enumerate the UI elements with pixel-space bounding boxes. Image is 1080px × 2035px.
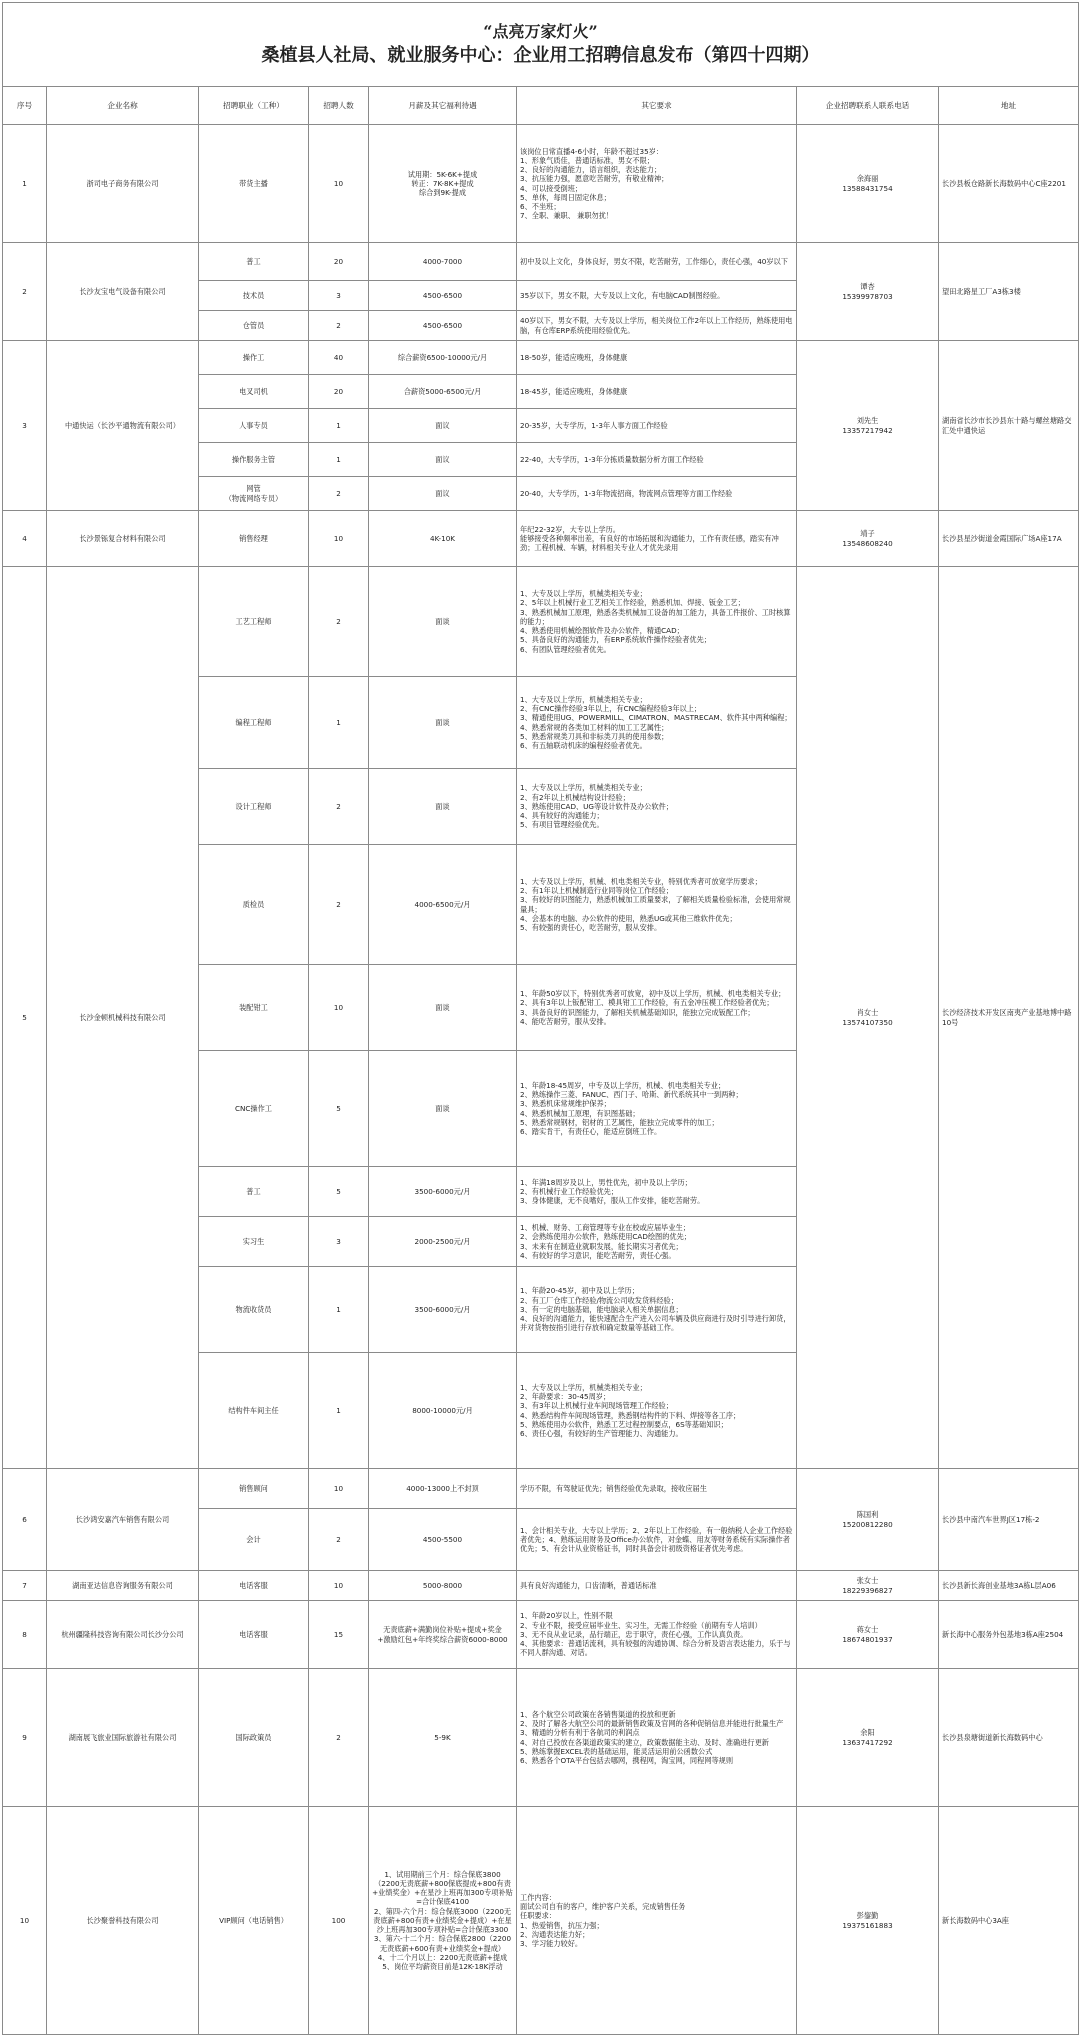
- headcount-cell: 2: [309, 311, 369, 341]
- address-cell: 长沙县新长海创业基地3A栋L层A06: [939, 1571, 1079, 1601]
- salary-cell: 4000-7000: [369, 243, 517, 281]
- contact-cell: 靖子 13548608240: [797, 511, 939, 567]
- requirements-cell: 18-50岁，能适应晚班，身体健康: [517, 341, 797, 375]
- job-title-cell: 仓管员: [199, 311, 309, 341]
- salary-cell: 4500-6500: [369, 281, 517, 311]
- requirements-cell: 40岁以下，男女不限，大专及以上学历，相关岗位工作2年以上工作经历，熟练使用电脑，有仓库ERP系统使用经验优先。: [517, 311, 797, 341]
- job-row: [3, 1571, 1079, 1601]
- salary-cell: 5000-8000: [369, 1571, 517, 1601]
- requirements-cell: 1、年龄20岁以上，性别不限 2、专业不限，接受应届毕业生、实习生，无需工作经验（前期有专人培训） 3、无不良从业记录，品行端正，忠于职守，责任心强，工作认真负责。 4、其他要求：普通话流利，具有较强的沟通协调、综合分析及语言表达能力，乐于与不同人群沟通、对话。: [517, 1601, 797, 1669]
- job-title-cell: 设计工程师: [199, 769, 309, 845]
- salary-cell: 综合薪资6500-10000元/月: [369, 341, 517, 375]
- headcount-cell: 10: [309, 511, 369, 567]
- salary-cell: 4500-6500: [369, 311, 517, 341]
- header-row: [3, 87, 1079, 125]
- headcount-cell: 2: [309, 1509, 369, 1571]
- address-cell: 新长海数码中心3A座: [939, 1807, 1079, 2035]
- serial-number-cell: 4: [3, 511, 47, 567]
- requirements-cell: 35岁以下，男女不限，大专及以上文化，有电脑CAD制图经验。: [517, 281, 797, 311]
- job-title-cell: 操作服务主管: [199, 443, 309, 477]
- salary-cell: 3500-6000元/月: [369, 1267, 517, 1353]
- headcount-cell: 15: [309, 1601, 369, 1669]
- company-name-cell: 湖南亚达信息咨询服务有限公司: [47, 1571, 199, 1601]
- headcount-cell: 1: [309, 1267, 369, 1353]
- job-title-cell: 销售经理: [199, 511, 309, 567]
- headcount-cell: 1: [309, 1353, 369, 1469]
- requirements-cell: 该岗位日常直播4-6小时，年龄不超过35岁： 1、形象气质佳，普通话标准，男女不限； 2、良好的沟通能力，语言组织，表达能力； 3、抗压能力强，愿意吃苦耐劳，有敬业精神； 4、可以接受倒班； 5、单休，每周日固定休息； 6、不坐班； 7、全职、兼职、 兼职勿扰！: [517, 125, 797, 243]
- address-cell: 新长海中心服务外包基地3栋A座2504: [939, 1601, 1079, 1669]
- header-cell: 招聘人数: [309, 87, 369, 125]
- title-line-1: “点亮万家灯火”: [483, 21, 598, 41]
- requirements-cell: 1、年龄20-45岁，初中及以上学历； 2、有工厂仓库工作经验/物流公司收发货料经验； 3、有一定的电脑基础，能电脑录入相关单据信息； 4、良好的沟通能力，能快速配合生产进入公司车辆及供应商进行及时引导进行卸货，并对货物按指引进行存放和确定数量等基础工作。: [517, 1267, 797, 1353]
- requirements-cell: 1、大专及以上学历，机械类相关专业； 2、有2年以上机械结构设计经验； 3、熟练使用CAD、UG等设计软件及办公软件； 4、具有较好的沟通能力； 5、有项目管理经验优先。: [517, 769, 797, 845]
- job-title-cell: 销售顾问: [199, 1469, 309, 1509]
- headcount-cell: 3: [309, 1217, 369, 1267]
- header-cell: 招聘职业（工种）: [199, 87, 309, 125]
- contact-cell: 肖女士 13574107350: [797, 567, 939, 1469]
- address-cell: 长沙县星沙街道金霞国际广场A座17A: [939, 511, 1079, 567]
- job-title-cell: 人事专员: [199, 409, 309, 443]
- salary-cell: 面谈: [369, 567, 517, 677]
- requirements-cell: 22-40，大专学历，1-3年分拣质量数据分析方面工作经验: [517, 443, 797, 477]
- contact-cell: 余阳 13637417292: [797, 1669, 939, 1807]
- headcount-cell: 20: [309, 243, 369, 281]
- serial-number-cell: 9: [3, 1669, 47, 1807]
- requirements-cell: 初中及以上文化，身体良好，男女不限，吃苦耐劳，工作细心，责任心强，40岁以下: [517, 243, 797, 281]
- serial-number-cell: 5: [3, 567, 47, 1469]
- job-title-cell: 装配钳工: [199, 965, 309, 1051]
- header-cell: 序号: [3, 87, 47, 125]
- salary-cell: 面议: [369, 443, 517, 477]
- headcount-cell: 10: [309, 1571, 369, 1601]
- job-title-cell: VIP顾问（电话销售）: [199, 1807, 309, 2035]
- headcount-cell: 2: [309, 567, 369, 677]
- job-title-cell: 带货主播: [199, 125, 309, 243]
- requirements-cell: 1、年龄18-45周岁，中专及以上学历，机械、机电类相关专业； 2、熟练操作三菱、FANUC、西门子、哈斯、新代系统其中一到两种； 3、熟悉机床常规维护保养； 4、熟悉机械加工原理，有识图基础； 5、熟悉常规钢材，铝材的工艺属性，能独立完成零件的加工； 6、踏实肯干，有责任心，能适应倒班工作。: [517, 1051, 797, 1167]
- serial-number-cell: 1: [3, 125, 47, 243]
- requirements-cell: 1、大专及以上学历，机械、机电类相关专业，特别优秀者可放宽学历要求； 2、有1年以上机械制造行业同等岗位工作经验； 3、有较好的识图能力，熟悉机械加工质量要求，了解相关质量检验标准，会使用常规量具； 4、会基本的电脑、办公软件的使用，熟悉UG或其他三维软件优先； 5、有较强的责任心，吃苦耐劳，服从安排。: [517, 845, 797, 965]
- company-name-cell: 中通快运（长沙平通物流有限公司）: [47, 341, 199, 511]
- requirements-cell: 学历不限，有驾驶证优先；销售经验优先录取，接收应届生: [517, 1469, 797, 1509]
- headcount-cell: 2: [309, 1669, 369, 1807]
- company-name-cell: 浙司电子商务有限公司: [47, 125, 199, 243]
- address-cell: 长沙县板仓路新长海数码中心C座2201: [939, 125, 1079, 243]
- requirements-cell: 1、会计相关专业，大专以上学历；2、2年以上工作经验，有一般纳税人企业工作经验者优先；4、熟练运用财务及Office办公软件，对金蝶、用友等财务系统有实际操作者优先；5、有会计从业资格证书，同时具备会计初级资格证者优先考虑。: [517, 1509, 797, 1571]
- salary-cell: 5-9K: [369, 1669, 517, 1807]
- contact-cell: 张女士 18229396827: [797, 1571, 939, 1601]
- job-title-cell: 网管 （物流网络专员）: [199, 477, 309, 511]
- job-title-cell: 电话客服: [199, 1601, 309, 1669]
- serial-number-cell: 6: [3, 1469, 47, 1571]
- headcount-cell: 5: [309, 1167, 369, 1217]
- contact-cell: 蒋女士 18674801937: [797, 1601, 939, 1669]
- salary-cell: 4000-6500元/月: [369, 845, 517, 965]
- company-name-cell: 长沙景铄复合材料有限公司: [47, 511, 199, 567]
- headcount-cell: 2: [309, 845, 369, 965]
- job-row: [3, 511, 1079, 567]
- requirements-cell: 1、大专及以上学历，机械类相关专业； 2、5年以上机械行业工艺相关工作经验，熟悉机加、焊接、钣金工艺； 3、熟悉机械加工原理，熟悉各类机械加工设备的加工能力，具备工件报价、工时核算的能力； 4、熟悉使用机械绘图软件及办公软件，精通CAD； 5、具备良好的沟通能力，有ERP系统软件操作经验者优先； 6、有团队管理经验者优先。: [517, 567, 797, 677]
- company-name-cell: 长沙友宝电气设备有限公司: [47, 243, 199, 341]
- job-title-cell: 结构件车间主任: [199, 1353, 309, 1469]
- contact-cell: 彭鋆勤 19375161883: [797, 1807, 939, 2035]
- address-cell: 长沙县泉塘街道新长海数码中心: [939, 1669, 1079, 1807]
- salary-cell: 面谈: [369, 677, 517, 769]
- job-title-cell: 实习生: [199, 1217, 309, 1267]
- address-cell: 望田北路星工厂A3栋3楼: [939, 243, 1079, 341]
- headcount-cell: 3: [309, 281, 369, 311]
- job-title-cell: 普工: [199, 1167, 309, 1217]
- job-title-cell: 操作工: [199, 341, 309, 375]
- job-title-cell: 普工: [199, 243, 309, 281]
- salary-cell: 试用期：5K-6K+提成 转正：7K-8K+提成 综合到9K-提成: [369, 125, 517, 243]
- salary-cell: 合薪资5000-6500元/月: [369, 375, 517, 409]
- serial-number-cell: 7: [3, 1571, 47, 1601]
- salary-cell: 面议: [369, 409, 517, 443]
- requirements-cell: 工作内容： 面试公司自有的客户，维护客户关系，完成销售任务 任职要求： 1、热爱销售，抗压力强； 2、沟通表达能力好； 3、学习能力较好。: [517, 1807, 797, 2035]
- job-title-cell: 工艺工程师: [199, 567, 309, 677]
- headcount-cell: 1: [309, 443, 369, 477]
- header-cell: 地址: [939, 87, 1079, 125]
- recruitment-table: [2, 2, 1079, 2035]
- job-row: [3, 1669, 1079, 1807]
- address-cell: 湖南省长沙市长沙县东十路与螺丝塘路交汇处中通快运: [939, 341, 1079, 511]
- job-title-cell: 技术员: [199, 281, 309, 311]
- salary-cell: 面谈: [369, 769, 517, 845]
- serial-number-cell: 10: [3, 1807, 47, 2035]
- serial-number-cell: 2: [3, 243, 47, 341]
- company-name-cell: 长沙金顿机械科技有限公司: [47, 567, 199, 1469]
- company-name-cell: 杭州疆隆科技咨询有限公司长沙分公司: [47, 1601, 199, 1669]
- requirements-cell: 20-35岁，大专学历，1-3年人事方面工作经验: [517, 409, 797, 443]
- headcount-cell: 10: [309, 1469, 369, 1509]
- header-cell: 其它要求: [517, 87, 797, 125]
- company-name-cell: 长沙聚誉科技有限公司: [47, 1807, 199, 2035]
- headcount-cell: 1: [309, 409, 369, 443]
- contact-cell: 余海丽 13588431754: [797, 125, 939, 243]
- contact-cell: 刘先生 13357217942: [797, 341, 939, 511]
- salary-cell: 无责底薪+满勤岗位补贴+提成+奖金 +激励红包+年终奖综合薪资6000-8000: [369, 1601, 517, 1669]
- salary-cell: 4000-13000上不封顶: [369, 1469, 517, 1509]
- requirements-cell: 1、各个航空公司政策在各销售渠道的投放和更新 2、及时了解各大航空公司的最新销售政策及官网的各种促销信息并能进行批量生产 3、精通的分析有利于各航司的利润点 4、对自己投放在各渠道政策实的建立，政策数据能主动、及时、准确进行更新 5、熟练掌握EXCEL表的基础运用，能灵活运用前公函数公式 6、熟悉各个OTA平台包括去哪网，携程网，淘宝网，同程网等规则: [517, 1669, 797, 1807]
- job-title-cell: 物流收货员: [199, 1267, 309, 1353]
- salary-cell: 1、试用期前三个月：综合保底3800（2200无责底薪+800保底提成+800有责+业绩奖金）+在星沙上班再加300专项补贴=合计保底4100 2、第四-六个月：综合保底3000（2200无责底薪+800有责+业绩奖金+提成）+在星沙上班再加300专项补贴=合计保底3300 3、第六-十二个月：综合保底2800（2200无责底薪+600有责+业绩奖金+提成） 4、十二个月以上：2200无责底薪+提成 5、岗位平均薪资目前是12K-18K浮动: [369, 1807, 517, 2035]
- serial-number-cell: 3: [3, 341, 47, 511]
- requirements-cell: 1、年满18周岁及以上，男性优先，初中及以上学历； 2、有机械行业工作经验优先； 3、身体健康，无不良嗜好，服从工作安排，能吃苦耐劳。: [517, 1167, 797, 1217]
- requirements-cell: 18-45岁，能适应晚班，身体健康: [517, 375, 797, 409]
- requirements-cell: 20-40，大专学历，1-3年物流招商，物流网点管理等方面工作经验: [517, 477, 797, 511]
- header-cell: 企业招聘联系人联系电话: [797, 87, 939, 125]
- requirements-cell: 1、大专及以上学历，机械类相关专业； 2、有CNC操作经验3年以上，有CNC编程经验3年以上； 3、精通使用UG、POWERMILL、CIMATRON、MASTRECAM、软件其中两种编程； 4、熟悉常规的各类加工材料的加工工艺属性； 5、熟悉常规类刀具和非标类刀具的使用参数； 6、有五轴联动机床的编程经验者优先。: [517, 677, 797, 769]
- job-title-cell: 电叉司机: [199, 375, 309, 409]
- title-line-2: 桑植县人社局、就业服务中心：企业用工招聘信息发布（第四十四期）: [261, 44, 820, 66]
- requirements-cell: 1、年龄50岁以下，特别优秀者可放宽，初中及以上学历，机械、机电类相关专业； 2、具有3年以上钣配钳工、模具钳工工作经验，有五金冲压模工作经验者优先； 3、具备良好的识图能力，了解相关机械基础知识，能独立完成钣配工作； 4、能吃苦耐劳，服从安排。: [517, 965, 797, 1051]
- address-cell: 长沙经济技术开发区南夷产业基地博中路10号: [939, 567, 1079, 1469]
- job-row: [3, 125, 1079, 243]
- salary-cell: 面议: [369, 477, 517, 511]
- job-row: [3, 1469, 1079, 1509]
- requirements-cell: 年纪22-32岁，大专以上学历。 能够接受各种频率出差，有良好的市场拓展和沟通能力，工作有责任感，踏实有冲劲；工程机械、车辆，材料相关专业人才优先录用: [517, 511, 797, 567]
- salary-cell: 2000-2500元/月: [369, 1217, 517, 1267]
- headcount-cell: 5: [309, 1051, 369, 1167]
- company-name-cell: 长沙鸿安嘉汽车销售有限公司: [47, 1469, 199, 1571]
- headcount-cell: 1: [309, 677, 369, 769]
- job-title-cell: 会计: [199, 1509, 309, 1571]
- requirements-cell: 具有良好沟通能力，口齿清晰，普通话标准: [517, 1571, 797, 1601]
- address-cell: 长沙县中南汽车世界J区17栋-2: [939, 1469, 1079, 1571]
- header-cell: 企业名称: [47, 87, 199, 125]
- salary-cell: 8000-10000元/月: [369, 1353, 517, 1469]
- sheet-title-cell: [3, 3, 1079, 87]
- requirements-cell: 1、大专及以上学历，机械类相关专业； 2、年龄要求：30-45周岁； 3、有3年以上机械行业车间现场管理工作经验； 4、熟悉结构件车间现场管理，熟悉钢结构件的下料、焊接等各工序； 5、熟练使用办公软件，熟悉工艺过程控制要点，6S等基础知识； 6、责任心强，有较好的生产管理能力、沟通能力。: [517, 1353, 797, 1469]
- salary-cell: 4500-5500: [369, 1509, 517, 1571]
- salary-cell: 面谈: [369, 965, 517, 1051]
- headcount-cell: 40: [309, 341, 369, 375]
- serial-number-cell: 8: [3, 1601, 47, 1669]
- job-row: [3, 1807, 1079, 2035]
- recruitment-sheet: [2, 2, 1078, 1972]
- job-row: [3, 1601, 1079, 1669]
- headcount-cell: 20: [309, 375, 369, 409]
- requirements-cell: 1、机械、财务、工商管理等专业在校或应届毕业生； 2、会熟练使用办公软件，熟练使用CAD绘图的优先； 3、未来有在制造业就职发展，能长期实习者优先； 4、有较好的学习意识，能吃苦耐劳，责任心强。: [517, 1217, 797, 1267]
- job-row: [3, 243, 1079, 281]
- headcount-cell: 2: [309, 477, 369, 511]
- job-row: [3, 567, 1079, 677]
- salary-cell: 4K-10K: [369, 511, 517, 567]
- job-title-cell: 国际政策员: [199, 1669, 309, 1807]
- headcount-cell: 100: [309, 1807, 369, 2035]
- job-title-cell: 编程工程师: [199, 677, 309, 769]
- job-title-cell: 电话客服: [199, 1571, 309, 1601]
- contact-cell: 谭杏 15399978703: [797, 243, 939, 341]
- job-row: [3, 341, 1079, 375]
- salary-cell: 3500-6000元/月: [369, 1167, 517, 1217]
- headcount-cell: 10: [309, 965, 369, 1051]
- salary-cell: 面谈: [369, 1051, 517, 1167]
- contact-cell: 陈国利 15200812280: [797, 1469, 939, 1571]
- headcount-cell: 10: [309, 125, 369, 243]
- header-cell: 月薪及其它福利待遇: [369, 87, 517, 125]
- headcount-cell: 2: [309, 769, 369, 845]
- job-title-cell: CNC操作工: [199, 1051, 309, 1167]
- company-name-cell: 湖南展飞旅业国际旅游社有限公司: [47, 1669, 199, 1807]
- job-title-cell: 质检员: [199, 845, 309, 965]
